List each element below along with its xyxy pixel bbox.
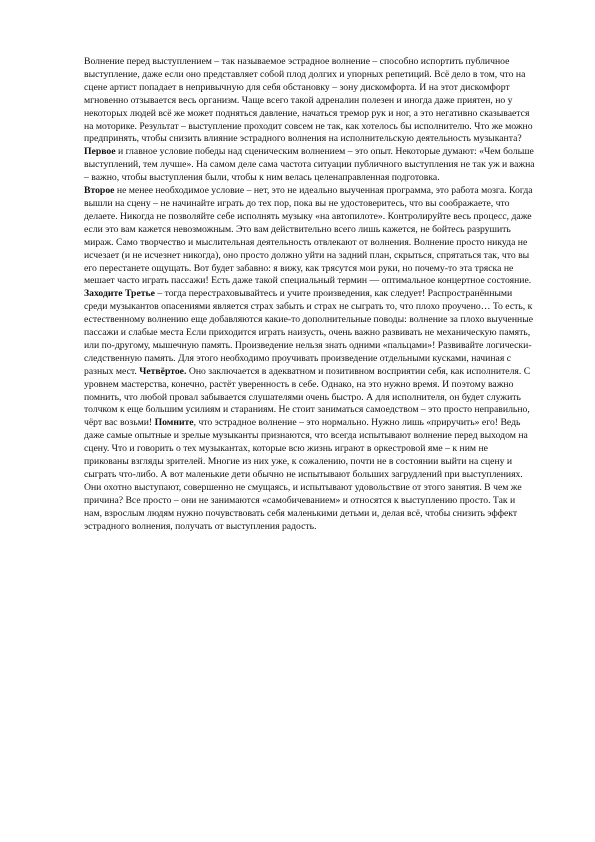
bold-text: Заходите Третье	[84, 288, 155, 300]
article-body	[84, 56, 535, 534]
paragraph-text: не менее необходимое условие – нет, это не идеально выученная программа, это работа мозга. Когда вышли на сцену – не начинайте играть до тех пор, пока вы не удостоверитесь, что вы соображаете, что делаете. Никогда не позволяйте себе исполнять музыку «на автопилоте». Контролируйте весь процесс, даже если это вам кажется невозможным. Это вам действительно всего лишь кажется, не бойтесь разрушить мираж. Само творчество и мыслительная деятельность отвлекают от волнения. Волнение просто никуда не исчезает (и не исчезнет никогда), оно просто должно уйти на задний план, скрыться, спрятаться так, что вы его перестанете ощущать. Вот будет забавно: я вижу, как трясутся мои руки, но почему-то эта тряска не мешает часто играть пассажи! Есть даже такой специальный термин — оптимальное концертное состояние.	[84, 185, 533, 287]
bold-text: Второе	[84, 185, 115, 197]
paragraph-text: , что эстрадное волнение – это нормально. Нужно лишь «приручить» его! Ведь даже самые опытные и зрелые музыканты признаются, что всегда испытывают волнение перед выходом на сцену. Что и говорить о тех музыкантах, которые всю жизнь играют в оркестровой яме – к ним не прикованы взгляды зрителей. Многие из них уже, к сожалению, почти не в состоянии выйти на сцену и сыграть что-либо. А вот маленькие дети обычно не испытывают больших загрудлений при выступлениях. Они охотно выступают, совершенно не смущаясь, и испытывают удовольствие от этого занятия. В чем же причина? Все просто – они не занимаются «самобичеванием» и относятся к выступлению просто. Так и нам, взрослым людям нужно почувствовать себя маленькими детьми и, делая всё, чтобы снизить эффект эстрадного волнения, получать от выступления радость.	[84, 417, 528, 532]
bold-text: Помните	[154, 417, 194, 429]
paragraph	[84, 288, 535, 533]
bold-text: Первое	[84, 146, 116, 158]
paragraph-text: – тогда перестраховывайтесь и учите произведения, как следует! Распространёнными среди музыкантов опасениями является страх забыть и страх не сыграть то, что плохо проучено… То есть, к естественному волнению еще добавляются какие-то дополнительные поводы: волнение за плохо выученные пассажи и слабые места Если приходится играть наизусть, очень важно развивать не механическую память, или по-другому, мышечную память. Произведение нельзя знать одними «пальцами»! Развивайте логически-следственную память. Для этого необходимо проучивать произведение отдельными кусками, начиная с разных мест.	[84, 288, 534, 377]
paragraph-text: Волнение перед выступлением – так называемое эстрадное волнение – способно испортить публичное выступление, даже если оно представляет собой плод долгих и упорных репетиций. Всё дело в том, что на сцене артист попадает в непривычную для себя обстановку – зону дискомфорта. И на этот дискомфорт мгновенно отзывается весь организм. Чаще всего такой адреналин полезен и иногда даже приятен, но у некоторых людей всё же может подняться давление, начаться тремор рук и ног, а это негативно сказывается на моторике. Результат – выступление проходит совсем не так, как хотелось бы исполнителю. Что же можно предпринять, чтобы снизить влияние эстрадного волнения на исполнительскую деятельность музыканта?	[84, 56, 533, 145]
paragraph-text: и главное условие победы над сценическим волнением – это опыт. Некоторые думают: «Чем больше выступлений, тем лучше». На самом деле сама частота ситуации публичного выступления не так уж и важна – важно, чтобы выступления были, чтобы к ним велась целенаправленная подготовка.	[84, 146, 535, 184]
paragraph	[84, 185, 535, 288]
bold-text: Четвёртое.	[139, 365, 187, 377]
paragraph-text: Оно заключается в адекватном и позитивном восприятии себя, как исполнителя. С уровнем мастерства, конечно, растёт уверенность в себе. Однако, на это нужно время. И поэтому важно помнить, что любой провал забывается слушателями очень быстро. А для исполнителя, он будет служить толчком к еще большим усилиям и стараниям. Не стоит заниматься самоедством – это просто неправильно, чёрт вас возьми!	[84, 365, 531, 429]
paragraph	[84, 56, 535, 185]
